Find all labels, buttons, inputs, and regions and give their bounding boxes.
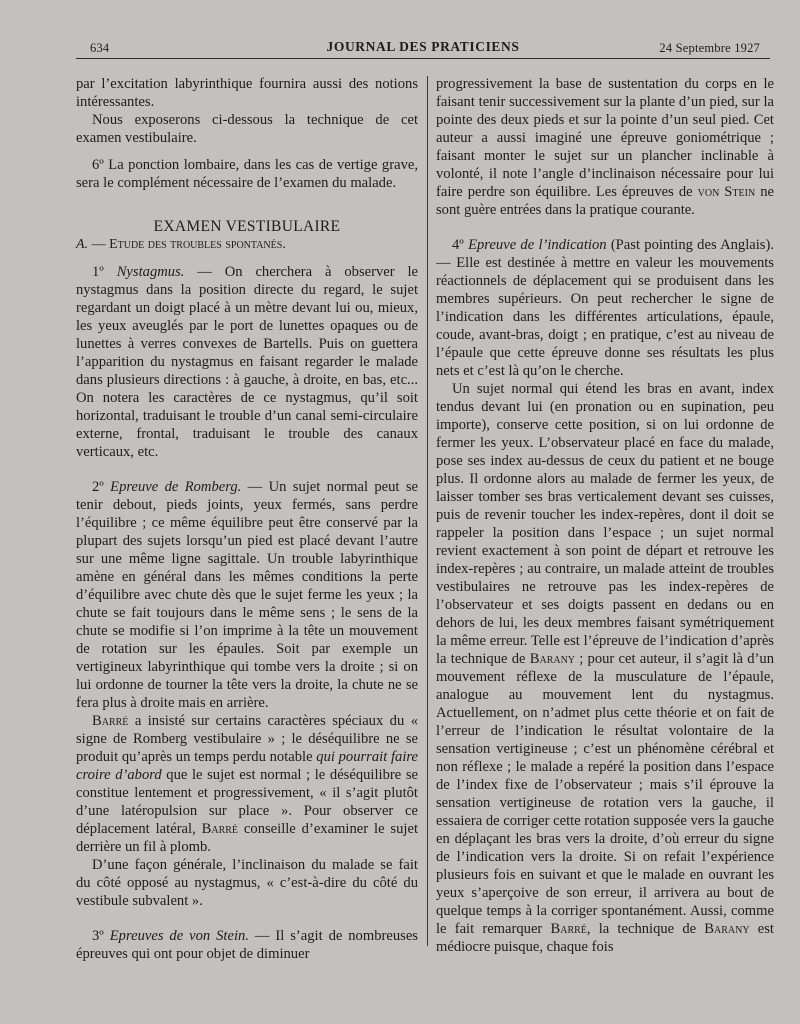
paragraph xyxy=(76,263,418,461)
paragraph: Nous exposerons ci-dessous la technique de cet examen vestibulaire. xyxy=(76,112,418,146)
text-run: , la technique de xyxy=(586,921,705,937)
author-name: Barany xyxy=(704,921,750,937)
left-column xyxy=(76,75,418,963)
author-name: Barré xyxy=(550,921,587,937)
author-name: Barré xyxy=(201,821,239,837)
author-name: Barré xyxy=(92,713,129,729)
item-number: 2º xyxy=(92,479,111,495)
right-column xyxy=(436,75,774,956)
item-number: 1º xyxy=(92,264,117,280)
item-heading: Epreuve de l’indication xyxy=(468,237,607,253)
item-number: 4º xyxy=(452,237,469,253)
running-header xyxy=(76,37,770,57)
item-body: — Il s’agit de nombreuses épreuves qui ont pour objet de diminuer xyxy=(76,928,418,962)
subsection-letter: A. xyxy=(76,237,89,252)
page-number: 634 xyxy=(90,41,110,55)
text-run: est médiocre puisque, chaque fois xyxy=(436,921,774,955)
text-run: ne sont guère entrées dans la pratique courante. xyxy=(436,184,774,218)
paragraph: par l’excitation labyrinthique fournira aussi des notions intéressantes. xyxy=(76,76,418,110)
text-run: ; pour cet auteur, il s’agit là d’un mouvement réflexe de la musculature de l’épaule, analogue au mouvement lent du nystagmus. Actuellement, on n’admet plus cette théorie et on fait de l’erreur de l’indication le résultat volontaire de la sensation vertigineuse ; c’est un phénomène cérébral et non réflexe ; le malade a repéré la position dans l’espace de l’index fixe de l’observateur ; mais s’il éprouve la sensation vertigineuse de rotation vers la gauche, il essaiera de corriger cette rotation supposée vers la gauche en déplaçant les bras vers la droite, d’où erreur du signe de l’indication vers la droite. Si on refait l’expérience plusieurs fois en suivant et que le malade en ouvrant les yeux s’aperçoive de son erreur, il arrivera au bout de quelque temps à la corriger spontanément. Aussi, comme le fait remarquer xyxy=(436,651,775,937)
text-run: Un sujet normal qui étend les bras en avant, index tendus devant lui (en pronation ou en supination, peu importe), conserve cette position, si on lui ordonne de fermer les yeux. L’observateur placé en face du malade, pose ses index au-dessus de ceux du patient et ne bouge plus. Il ordonne alors au malade de fermer les yeux, de laisser tomber ses bras verticalement devant ses cuisses, puis de revenir toucher les index-repères, dont il doit se rappeler la position dans l’espace ; un sujet normal revient exactement à son point de départ et retrouve les index-repères ; au contraire, un malade atteint de troubles vestibulaires ne retrouve pas les index-repères de l’observateur et ses doigts passent en dedans ou en dehors de lui, les deux membres faisant symétriquement la même erreur. Telle est l’épreuve de l’indication d’après la technique de xyxy=(436,381,774,667)
paragraph xyxy=(436,380,774,956)
journal-title: JOURNAL DES PRATICIENS xyxy=(326,39,520,54)
item-body: (Past pointing des Anglais). — Elle est destinée à mettre en valeur les mouvements réactionnels de déplacement qui se produisent dans les membres supérieurs. On peut rechercher le signe de l’indication dans les différentes articulations, épaule, coude, avant-bras, doigt ; en pratique, c’est au niveau de l’épaule que cette épreuve donne ses résultats les plus nets et c’est là qu’on le cherche. xyxy=(436,237,774,379)
author-name: Barany xyxy=(529,651,576,667)
subsection-title xyxy=(76,236,418,254)
item-heading: Nystagmus. xyxy=(116,264,185,280)
paragraph xyxy=(76,712,418,856)
paragraph xyxy=(76,927,418,963)
item-heading: Epreuve de Romberg. xyxy=(110,479,242,495)
text-run: conseille d’examiner le sujet derrière un fil à plomb. xyxy=(76,821,418,855)
column-divider xyxy=(427,76,428,946)
item-body: — On cherchera à observer le nystagmus dans la position directe du regard, le sujet regardant un doigt placé à un mètre devant lui ou, mieux, les yeux aveuglés par le port de lunettes opaques ou de lunettes à verres convexes de Bartells. Puis on guettera l’apparition du nystagmus en faisant regarder le malade dans plusieurs directions : à gauche, à droite, en bas, etc... On notera les caractères de ce nystagmus, qu’il soit horizontal, traduisant le trouble d’un canal semi-circulaire externe, frontal, traduisant le trouble des canaux verticaux, etc. xyxy=(76,264,418,460)
item-heading: Epreuves de von Stein. xyxy=(109,928,249,944)
item-body: — Un sujet normal peut se tenir debout, pieds joints, yeux fermés, sans perdre l’équilibre ; ce même équilibre peut être conservé par la plupart des sujets lorsqu’un pied est placé devant l’autre sur une même ligne sagittale. Un trouble labyrinthique amène en général dans les mêmes conditions la perte d’équilibre avec chute dès que le sujet ferme les yeux ; la chute se fait toujours dans le même sens ; le sens de la chute se modifie si l’on imprime à la tête un mouvement de rotation sur les épaules. Soit par exemple un vertigineux labyrinthique qui tombe vers la droite ; si on lui ordonne de tourner la tête vers la droite, la chute ne se fera plus à droite mais en arrière. xyxy=(76,479,418,711)
author-name: von Stein xyxy=(697,184,756,200)
paragraph: D’une façon générale, l’inclinaison du malade se fait du côté opposé au nystagmus, « c’est-à-dire du côté du vestibule subvalent ». xyxy=(76,857,418,909)
item-number: 3º xyxy=(92,928,110,944)
text-run: a insisté sur certains caractères spéciaux du « signe de Romberg vestibulaire » ; le déséquilibre ne se produit qu’après un temps perdu notable xyxy=(76,713,418,765)
subsection-text: — Etude des troubles spontanés. xyxy=(88,237,286,252)
header-rule xyxy=(76,58,770,59)
issue-date: 24 Septembre 1927 xyxy=(659,41,760,55)
paragraph xyxy=(436,75,774,219)
italic-text: qui pourrait faire croire d’abord xyxy=(76,749,418,783)
text-run: que le sujet est normal ; le déséquilibre se constitue lentement et progressivement, « il s’agit plutôt d’une latéropulsion sur place ». Pour observer ce déplacement latéral, xyxy=(76,767,418,837)
text-run: progressivement la base de sustentation du corps en le faisant tenir successivement sur la plante d’un pied, sur la pointe des deux pieds et sur la pointe d’un seul pied. Cet auteur a aussi imaginé une épreuve goniométrique ; faisant monter le sujet sur un plancher inclinable à volonté, il note l’angle d’inclinaison nécessaire pour lui faire perdre son équilibre. Les épreuves de xyxy=(436,76,774,200)
paragraph xyxy=(76,478,418,712)
paragraph xyxy=(436,236,774,380)
paragraph: 6º La ponction lombaire, dans les cas de vertige grave, sera le complément nécessaire de l’examen du malade. xyxy=(76,157,418,191)
section-title: EXAMEN VESTIBULAIRE xyxy=(153,218,341,235)
